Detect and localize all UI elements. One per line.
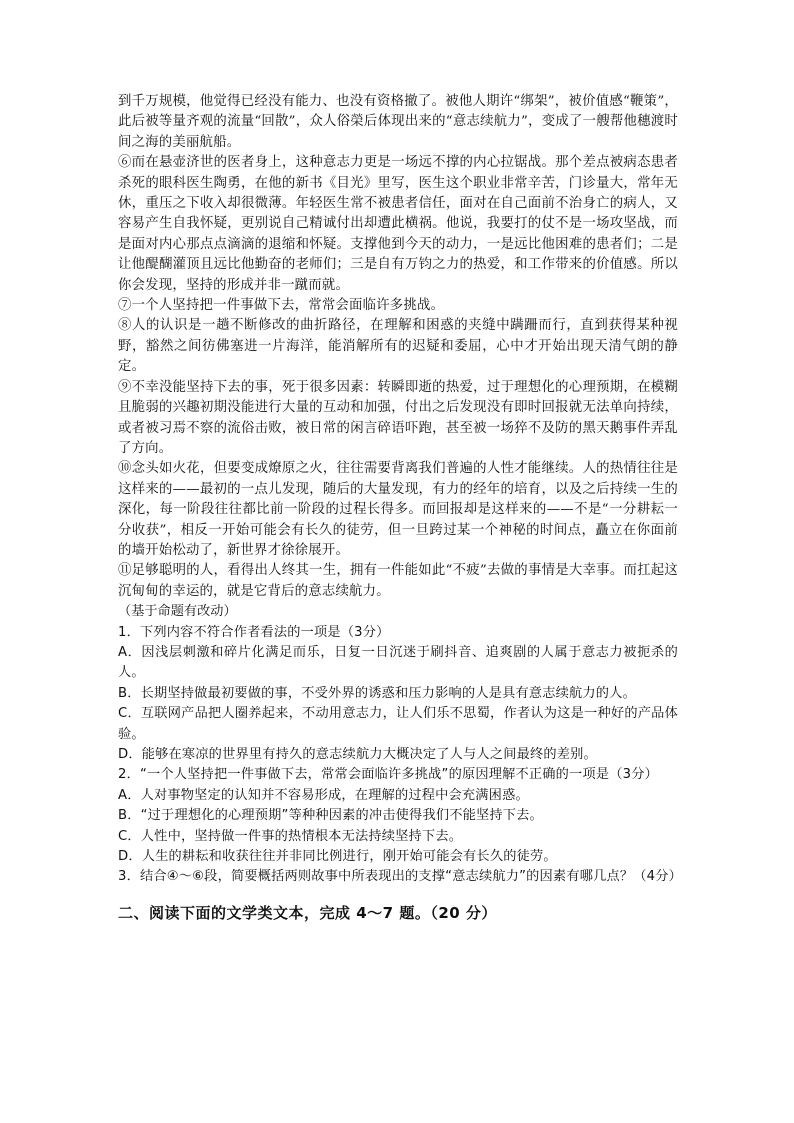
- question-1-option-d: D．能够在寒凉的世界里有持久的意志续航力大概决定了人与人之间最终的差别。: [118, 747, 597, 762]
- adaptation-note: （基于命题有改动）: [118, 604, 237, 620]
- question-1-option-a: A．因浅层刺激和碎片化满足而乐，日复一日沉迷于刷抖音、追爽剧的人属于意志力被扼杀的人。: [118, 644, 678, 681]
- question-3-stem: 3．结合④～⑥段，简要概括两则故事中所表现出的支撑“意志续航力”的因素有哪几点？（4分）: [118, 869, 683, 885]
- passage-paragraph-8: ⑧人的认识是一趟不断修改的曲折路径，在理解和困惑的夹缝中蹒跚而行，直到获得某种视野，豁然之间彷佛塞进一片海洋，能消解所有的迟疑和委屈，心中才开始出现天清气朗的静定。: [118, 318, 678, 375]
- section-heading: 二、阅读下面的文学类文本，完成 4～7 题。（20 分）: [118, 903, 497, 922]
- passage-paragraph-continued: 到千万规模，他觉得已经没有能力、也没有资格撤了。被他人期许“绑架”，被价值感“鞭策”，此后被等量齐观的流量“回散”，众人俗榮后体现出来的“意志续航力”，变成了一艘帮他穗渡时间之海的美丽航船。: [118, 94, 678, 150]
- question-2-option-a: A．人对事物坚定的认知并不容易形成，在理解的过程中会充满困惑。: [118, 787, 529, 803]
- question-1-option-b: B．长期坚持做最初要做的事，不受外界的诱惑和压力影响的人是具有意志续航力的人。: [118, 685, 636, 701]
- document-page: [118, 92, 683, 924]
- question-1-stem: 1．下列内容不符合作者看法的一项是（3分）: [118, 624, 390, 640]
- question-2-option-b: B．“过于理想化的心理预期”等种种因素的冲击使得我们不能坚持下去。: [118, 808, 543, 824]
- passage-paragraph-7: ⑦一个人坚持把一件事做下去，常常会面临许多挑战。: [118, 298, 445, 314]
- question-2-option-c: C．人性中，坚持做一件事的热情根本无法持续坚持下去。: [118, 828, 463, 844]
- question-1-option-c: C．互联网产品把人圈养起来，不动用意志力，让人们乐不思蜀，作者认为这是一种好的产品体验。: [118, 706, 678, 742]
- passage-paragraph-10: ⑩念头如火花，但要变成燎原之火，往往需要背离我们普遍的人性才能继续。人的热情往往是这样来的——最初的一点儿发现，随后的大量发现，有力的经年的培育，以及之后持续一生的深化，每一阶段往往都比前一阶段的过程长得多。而回报却是这样来的——不是“一分耕耘一分收获”，相反一开始可能会有长久的徒劳，但一旦跨过某一个神秘的时间点，矗立在你面前的墙开始松动了，新世界才徐徐展开。: [118, 461, 678, 558]
- passage-paragraph-6: ⑥而在悬壶济世的医者身上，这种意志力更是一场远不撑的内心拉锯战。那个差点被病态患者杀死的眼科医生陶勇，在他的新书《目光》里写，医生这个职业非常辛苦，门诊量大，常年无休，重压之下收入却很微薄。年轻医生常不被患者信任，面对在自己面前不治身亡的病人，又容易产生自我怀疑，更别说自己精诚付出却遭此横祸。他说，我要打的仗不是一场攻坚战，而是面对内心那点点滴滴的退缩和怀疑。支撑他到今天的动力，一是远比他困难的患者们；二是让他醍醐灌顶且远比他勤奋的老师们；三是自有万钧之力的热爱，和工作带来的价值感。所以你会发现，坚持的形成并非一蹴而就。: [118, 155, 678, 293]
- question-list: [118, 623, 683, 888]
- passage-paragraph-9: ⑨不幸没能坚持下去的事，死于很多因素：转瞬即逝的热爱，过于理想化的心理预期，在模糊且脆弱的兴趣初期没能进行大量的互动和加强，付出之后发现没有即时回报就无法单向持续，或者被习焉不察的流俗击败，被日常的闲言碎语吓跑，甚至被一场猝不及防的黑天鹅事件弄乱了方向。: [118, 379, 678, 456]
- question-2-stem: 2．“一个人坚持把一件事做下去，常常会面临许多挑战”的原因理解不正确的一项是（3分）: [118, 767, 658, 783]
- question-2-option-d: D．人生的耕耘和收获往往并非同比例进行，刚开始可能会有长久的徒劳。: [118, 849, 557, 865]
- passage-paragraph-11: ⑪足够聪明的人，看得出人终其一生，拥有一件能如此“不疲”去做的事情是大幸事。而扛起这沉甸甸的幸运的，就是它背后的意志续航力。: [118, 563, 678, 599]
- passage: [118, 92, 678, 602]
